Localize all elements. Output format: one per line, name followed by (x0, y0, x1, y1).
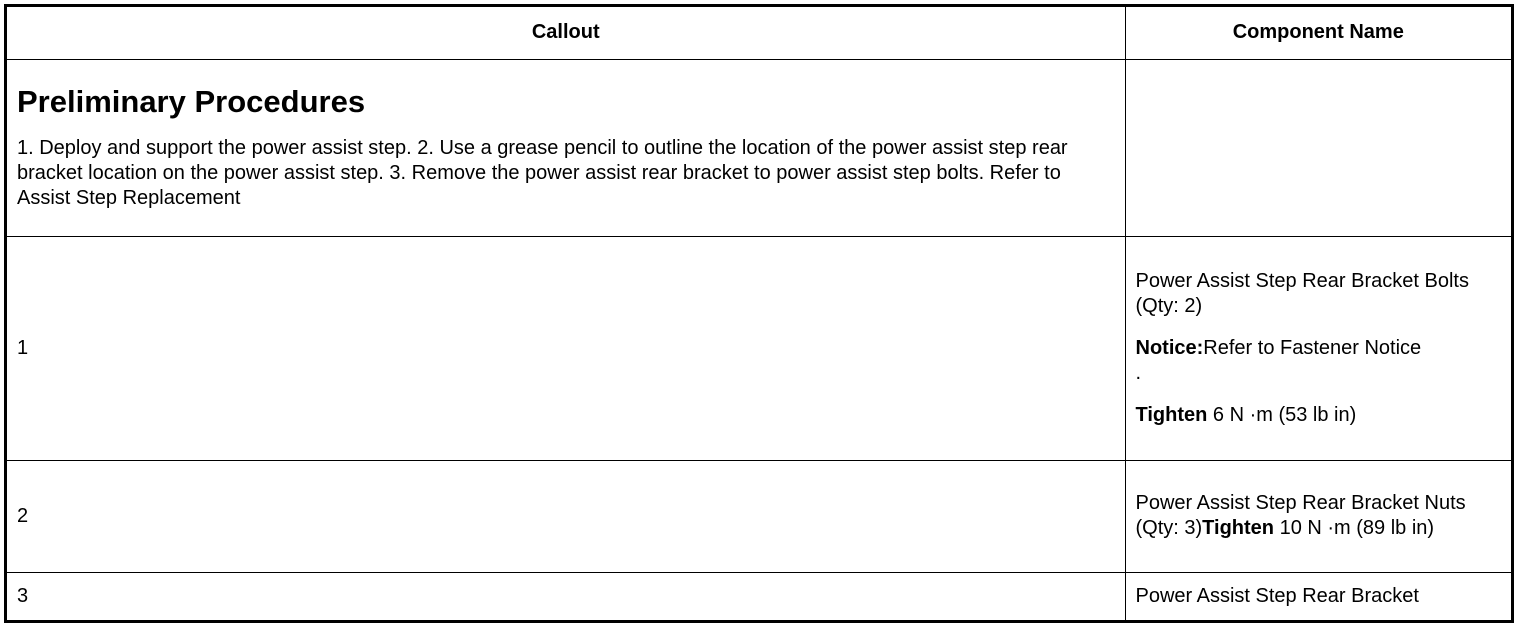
table-header-row (7, 7, 1511, 59)
tighten-label: Tighten (1202, 517, 1275, 540)
component-cell (1125, 236, 1511, 460)
notice-line (1136, 336, 1502, 361)
preliminary-text: 1. Deploy and support the power assist step. 2. Use a grease pencil to outline the location of the power assist step rear bracket location on the power assist step. 3. Remove the power assist rear bracket to power assist step bolts. Refer to Assist Step Replacement (17, 137, 1068, 210)
table-row (7, 236, 1511, 460)
component-name: Power Assist Step Rear Bracket Bolts (Qty: 2) (1135, 269, 1469, 317)
preliminary-component-cell (1125, 59, 1511, 236)
preliminary-cell (7, 59, 1125, 236)
header-callout: Callout (7, 7, 1125, 59)
tighten-label: Tighten (1135, 403, 1208, 426)
callout-cell: 3 (7, 573, 1125, 620)
procedure-table (7, 7, 1511, 620)
preliminary-row (7, 59, 1511, 236)
table-row (7, 573, 1511, 620)
notice-dot: . (1135, 361, 1142, 384)
procedure-table-frame (4, 4, 1514, 623)
component-name: Power Assist Step Rear Bracket Nuts (Qty: 3) (1135, 492, 1466, 540)
callout-cell: 2 (7, 460, 1125, 573)
component-cell (1125, 460, 1511, 573)
header-component-name: Component Name (1125, 7, 1511, 59)
tighten-line (1136, 403, 1502, 428)
table-row (7, 460, 1511, 573)
tighten-spec: 6 N ·m (53 lb in) (1207, 403, 1357, 426)
tighten-spec: 10 N ·m (89 lb in) (1274, 517, 1435, 540)
component-cell: Power Assist Step Rear Bracket (1125, 573, 1511, 620)
notice-label: Notice: (1135, 336, 1204, 359)
component-name-line (1136, 491, 1502, 541)
notice-text: Refer to Fastener Notice (1203, 336, 1422, 359)
callout-cell: 1 (7, 236, 1125, 460)
preliminary-title: Preliminary Procedures (17, 84, 366, 120)
